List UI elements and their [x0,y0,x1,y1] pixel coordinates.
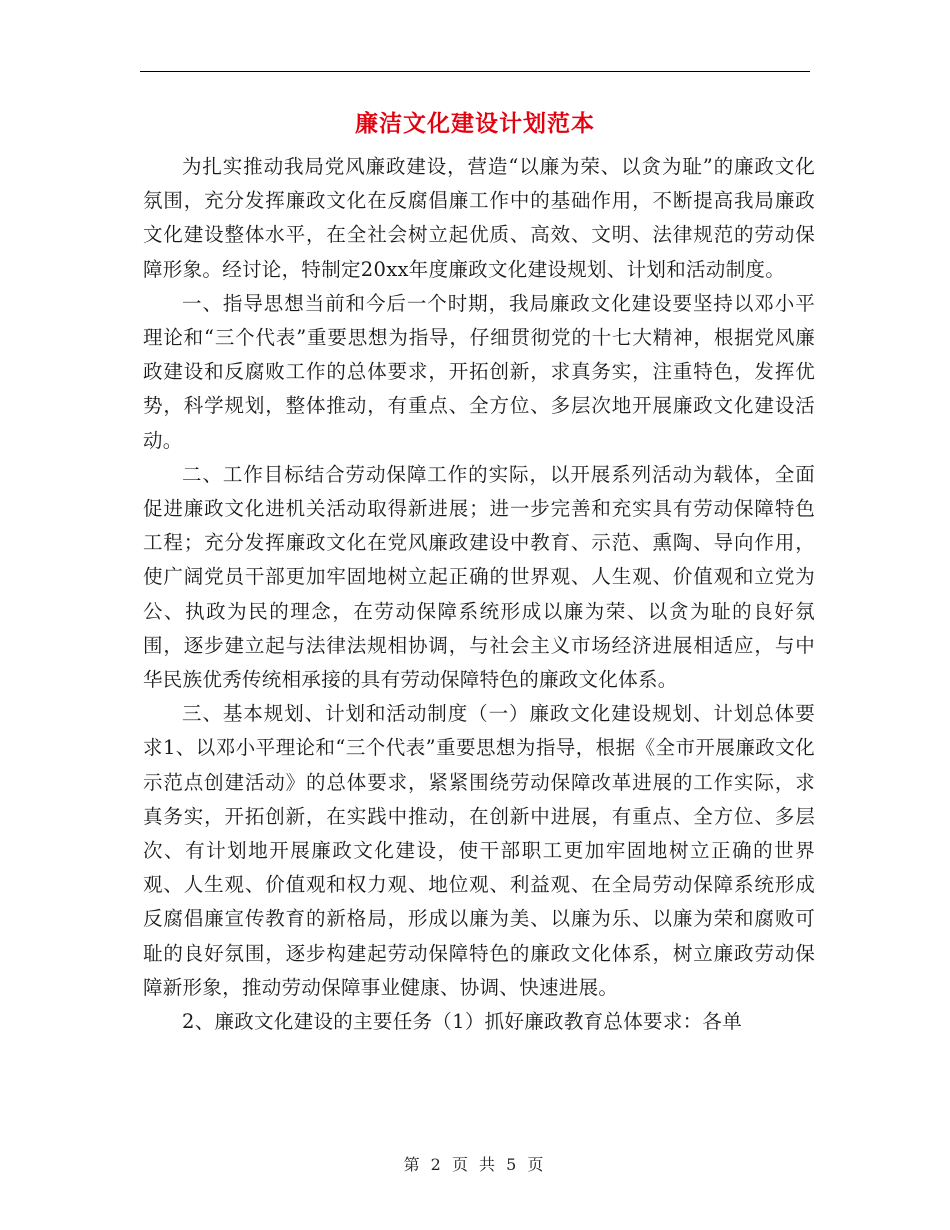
header-rule [140,71,810,72]
paragraph-main-tasks: 2、廉政文化建设的主要任务（1）抓好廉政教育总体要求：各单 [182,1010,743,1034]
page-footer: 第 2 页 共 5 页 [403,1155,547,1174]
paragraph-guiding-ideology: 一、指导思想当前和今后一个时期，我局廉政文化建设要坚持以邓小平理论和“三个代表”重要思想为指导，仔细贯彻党的十七大精神，根据党风廉政建设和反腐败工作的总体要求，开拓创新，求真务实，注重特色，发挥优势，科学规划，整体推动，有重点、全方位、多层次地开展廉政文化建设活动。 [143,291,815,452]
document-title: 廉洁文化建设计划范本 [355,111,595,137]
paragraph-basic-plan: 三、基本规划、计划和活动制度（一）廉政文化建设规划、计划总体要求1、以邓小平理论和“三个代表”重要思想为指导，根据《全市开展廉政文化示范点创建活动》的总体要求，紧紧围绕劳动保障改革进展的工作实际，求真务实，开拓创新，在实践中推动，在创新中进展，有重点、全方位、多层次、有计划地开展廉政文化建设，使干部职工更加牢固地树立正确的世界观、人生观、价值观和权力观、地位观、利益观、在全局劳动保障系统形成反腐倡廉宣传教育的新格局，形成以廉为美、以廉为乐、以廉为荣和腐败可耻的良好氛围，逐步构建起劳动保障特色的廉政文化体系，树立廉政劳动保障新形象，推动劳动保障事业健康、协调、快速进展。 [143,702,815,999]
paragraph-intro: 为扎实推动我局党风廉政建设，营造“以廉为荣、以贪为耻”的廉政文化氛围，充分发挥廉政文化在反腐倡廉工作中的基础作用，不断提高我局廉政文化建设整体水平，在全社会树立起优质、高效、文明、法律规范的劳动保障形象。经讨论，特制定20xx年度廉政文化建设规划、计划和活动制度。 [143,155,815,281]
paragraph-work-goals: 二、工作目标结合劳动保障工作的实际，以开展系列活动为载体，全面促进廉政文化进机关活动取得新进展；进一步完善和充实具有劳动保障特色工程；充分发挥廉政文化在党风廉政建设中教育、示范、熏陶、导向作用，使广阔党员干部更加牢固地树立起正确的世界观、人生观、价值观和立党为公、执政为民的理念，在劳动保障系统形成以廉为荣、以贪为耻的良好氛围，逐步建立起与法律法规相协调，与社会主义市场经济进展相适应，与中华民族优秀传统相承接的具有劳动保障特色的廉政文化体系。 [143,462,815,692]
document-body [143,150,815,1039]
